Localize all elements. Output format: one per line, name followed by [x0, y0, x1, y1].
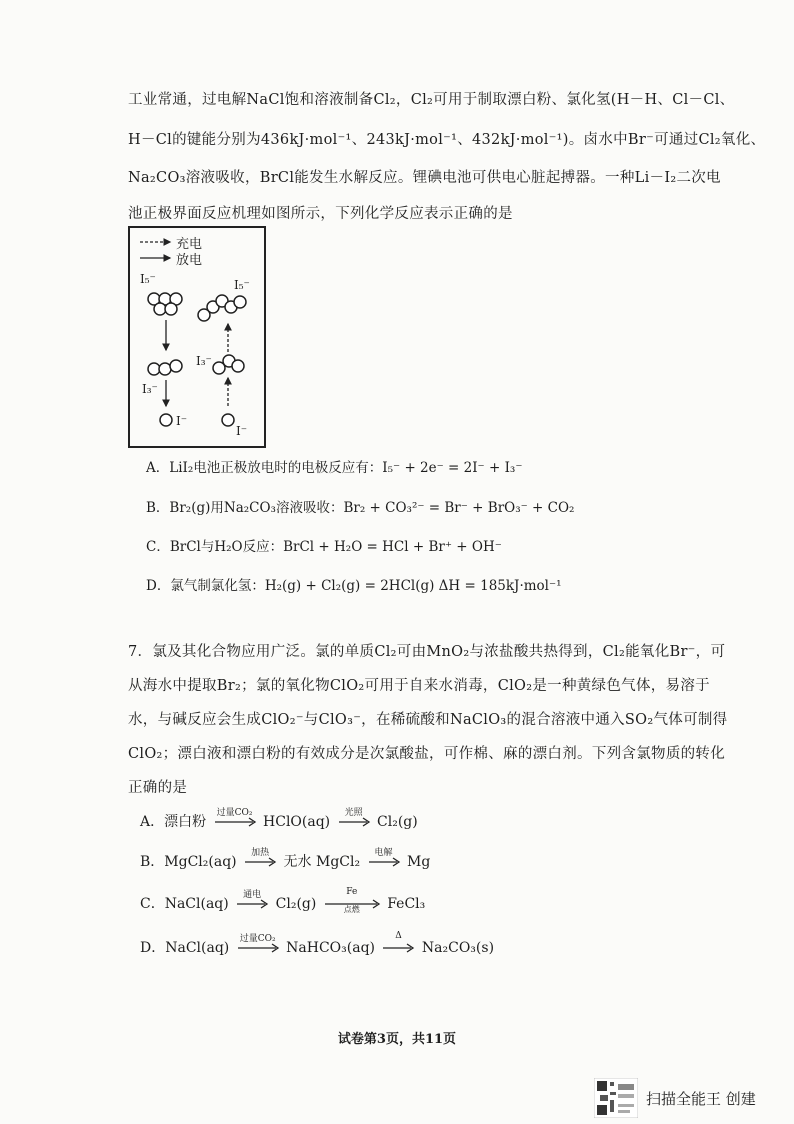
q7b-intermediate: 无水 MgCl₂ — [283, 854, 361, 870]
q6-option-b: B．Br₂(g)用Na₂CO₃溶液吸收：Br₂ + CO₃²⁻ = Br⁻ + BrO₃⁻ + CO₂ — [146, 500, 575, 516]
reaction-arrow — [337, 808, 371, 832]
q7-option-d — [140, 931, 495, 958]
arrow-condition: 通电 — [243, 890, 262, 900]
q7b-product: Mg — [407, 854, 431, 870]
arrow-condition: Δ — [395, 931, 402, 941]
intro-line-4: 池正极界面反应机理如图所示，下列化学反应表示正确的是 — [128, 206, 513, 222]
q7b-reactant: B．MgCl₂(aq) — [140, 854, 237, 870]
label-i3-mid: I₃⁻ — [196, 354, 212, 368]
arrow-condition: 过量CO₂ — [216, 808, 253, 818]
q7-line-4: ClO₂；漂白液和漂白粉的有效成分是次氯酸盐，可作棉、麻的漂白剂。下列含氯物质的转化 — [128, 746, 726, 762]
q7-line-2: 从海水中提取Br₂；氯的氧化物ClO₂可用于自来水消毒，ClO₂是一种黄绿色气体，易溶于 — [128, 678, 710, 694]
q6-option-c: C．BrCl与H₂O反应：BrCl + H₂O = HCl + Br⁺ + OH⁻ — [146, 539, 502, 555]
i5-right-cluster — [198, 295, 246, 321]
legend-charge-label: 充电 — [176, 237, 203, 252]
arrow-condition: 过量CO₂ — [239, 934, 276, 944]
arrow-condition: Fe — [346, 887, 358, 897]
reaction-arrow — [243, 848, 277, 872]
q6-option-a: A．LiI₂电池正极放电时的电极反应有：I₅⁻ + 2e⁻ = 2I⁻ + I₃⁻ — [146, 460, 523, 476]
q7c-intermediate: Cl₂(g) — [275, 896, 317, 912]
page-footer: 试卷第3页，共11页 — [337, 1032, 457, 1047]
reaction-arrow — [213, 808, 257, 832]
i5-left-cluster — [148, 293, 182, 315]
mechanism-diagram — [128, 226, 266, 448]
arrow-condition: 电解 — [374, 848, 393, 858]
q7d-intermediate: NaHCO₃(aq) — [286, 940, 375, 956]
reaction-arrow — [381, 931, 415, 958]
q7c-reactant: C．NaCl(aq) — [140, 896, 229, 912]
legend-discharge-label: 放电 — [176, 253, 203, 268]
q7-line-5: 正确的是 — [128, 780, 188, 796]
intro-line-1: 工业常通，过电解NaCl饱和溶液制备Cl₂，Cl₂可用于制取漂白粉、氯化氢(H－H、Cl－Cl、 — [128, 92, 735, 108]
label-i5-right: I₅⁻ — [234, 278, 250, 292]
label-i5-left: I₅⁻ — [140, 272, 156, 286]
reaction-arrow — [236, 934, 280, 958]
q7-line-3: 水，与碱反应会生成ClO₂⁻与ClO₃⁻，在稀硫酸和NaClO₃的混合溶液中通入SO₂气体可制得 — [128, 712, 728, 728]
q7-option-b — [140, 848, 430, 872]
arrow-condition: 加热 — [251, 848, 270, 858]
i3-right-cluster — [213, 355, 244, 374]
arrow-condition: 光照 — [344, 808, 363, 818]
label-iodide-right: I⁻ — [236, 424, 248, 438]
q7-option-a — [140, 808, 418, 832]
intro-line-3: Na₂CO₃溶液吸收，BrCl能发生水解反应。锂碘电池可供电心脏起搏器。一种Li－I₂二次电 — [128, 170, 721, 186]
q6-option-d: D．氯气制氯化氢：H₂(g) + Cl₂(g) = 2HCl(g) ΔH = 185kJ·mol⁻¹ — [146, 578, 562, 594]
iodide-right — [222, 414, 234, 426]
i3-left-cluster — [148, 360, 182, 375]
qr-code-icon — [594, 1078, 638, 1118]
q7d-reactant: D．NaCl(aq) — [140, 940, 230, 956]
intro-line-2: H－Cl的键能分别为436kJ·mol⁻¹、243kJ·mol⁻¹、432kJ·mol⁻¹)。卤水中Br⁻可通过Cl₂氧化、 — [128, 132, 766, 148]
q7c-product: FeCl₃ — [387, 896, 426, 912]
reaction-arrow — [323, 887, 381, 914]
label-iodide-left: I⁻ — [176, 414, 188, 428]
scanner-badge — [594, 1078, 756, 1118]
label-i3-left: I₃⁻ — [142, 382, 158, 396]
arrow-condition-below: 点燃 — [343, 905, 360, 914]
reaction-arrow — [367, 848, 401, 872]
reaction-arrow — [235, 890, 269, 914]
q7-line-1: 7．氯及其化合物应用广泛。氯的单质Cl₂可由MnO₂与浓盐酸共热得到，Cl₂能氧化Br⁻，可 — [128, 644, 726, 660]
q7a-intermediate: HClO(aq) — [263, 814, 331, 830]
q7a-reactant: A．漂白粉 — [140, 814, 207, 830]
q7-option-c — [140, 887, 426, 914]
iodide-left — [160, 414, 172, 426]
q7a-product: Cl₂(g) — [377, 814, 418, 830]
scanner-badge-text: 扫描全能王 创建 — [646, 1089, 756, 1108]
q7d-product: Na₂CO₃(s) — [421, 940, 495, 956]
